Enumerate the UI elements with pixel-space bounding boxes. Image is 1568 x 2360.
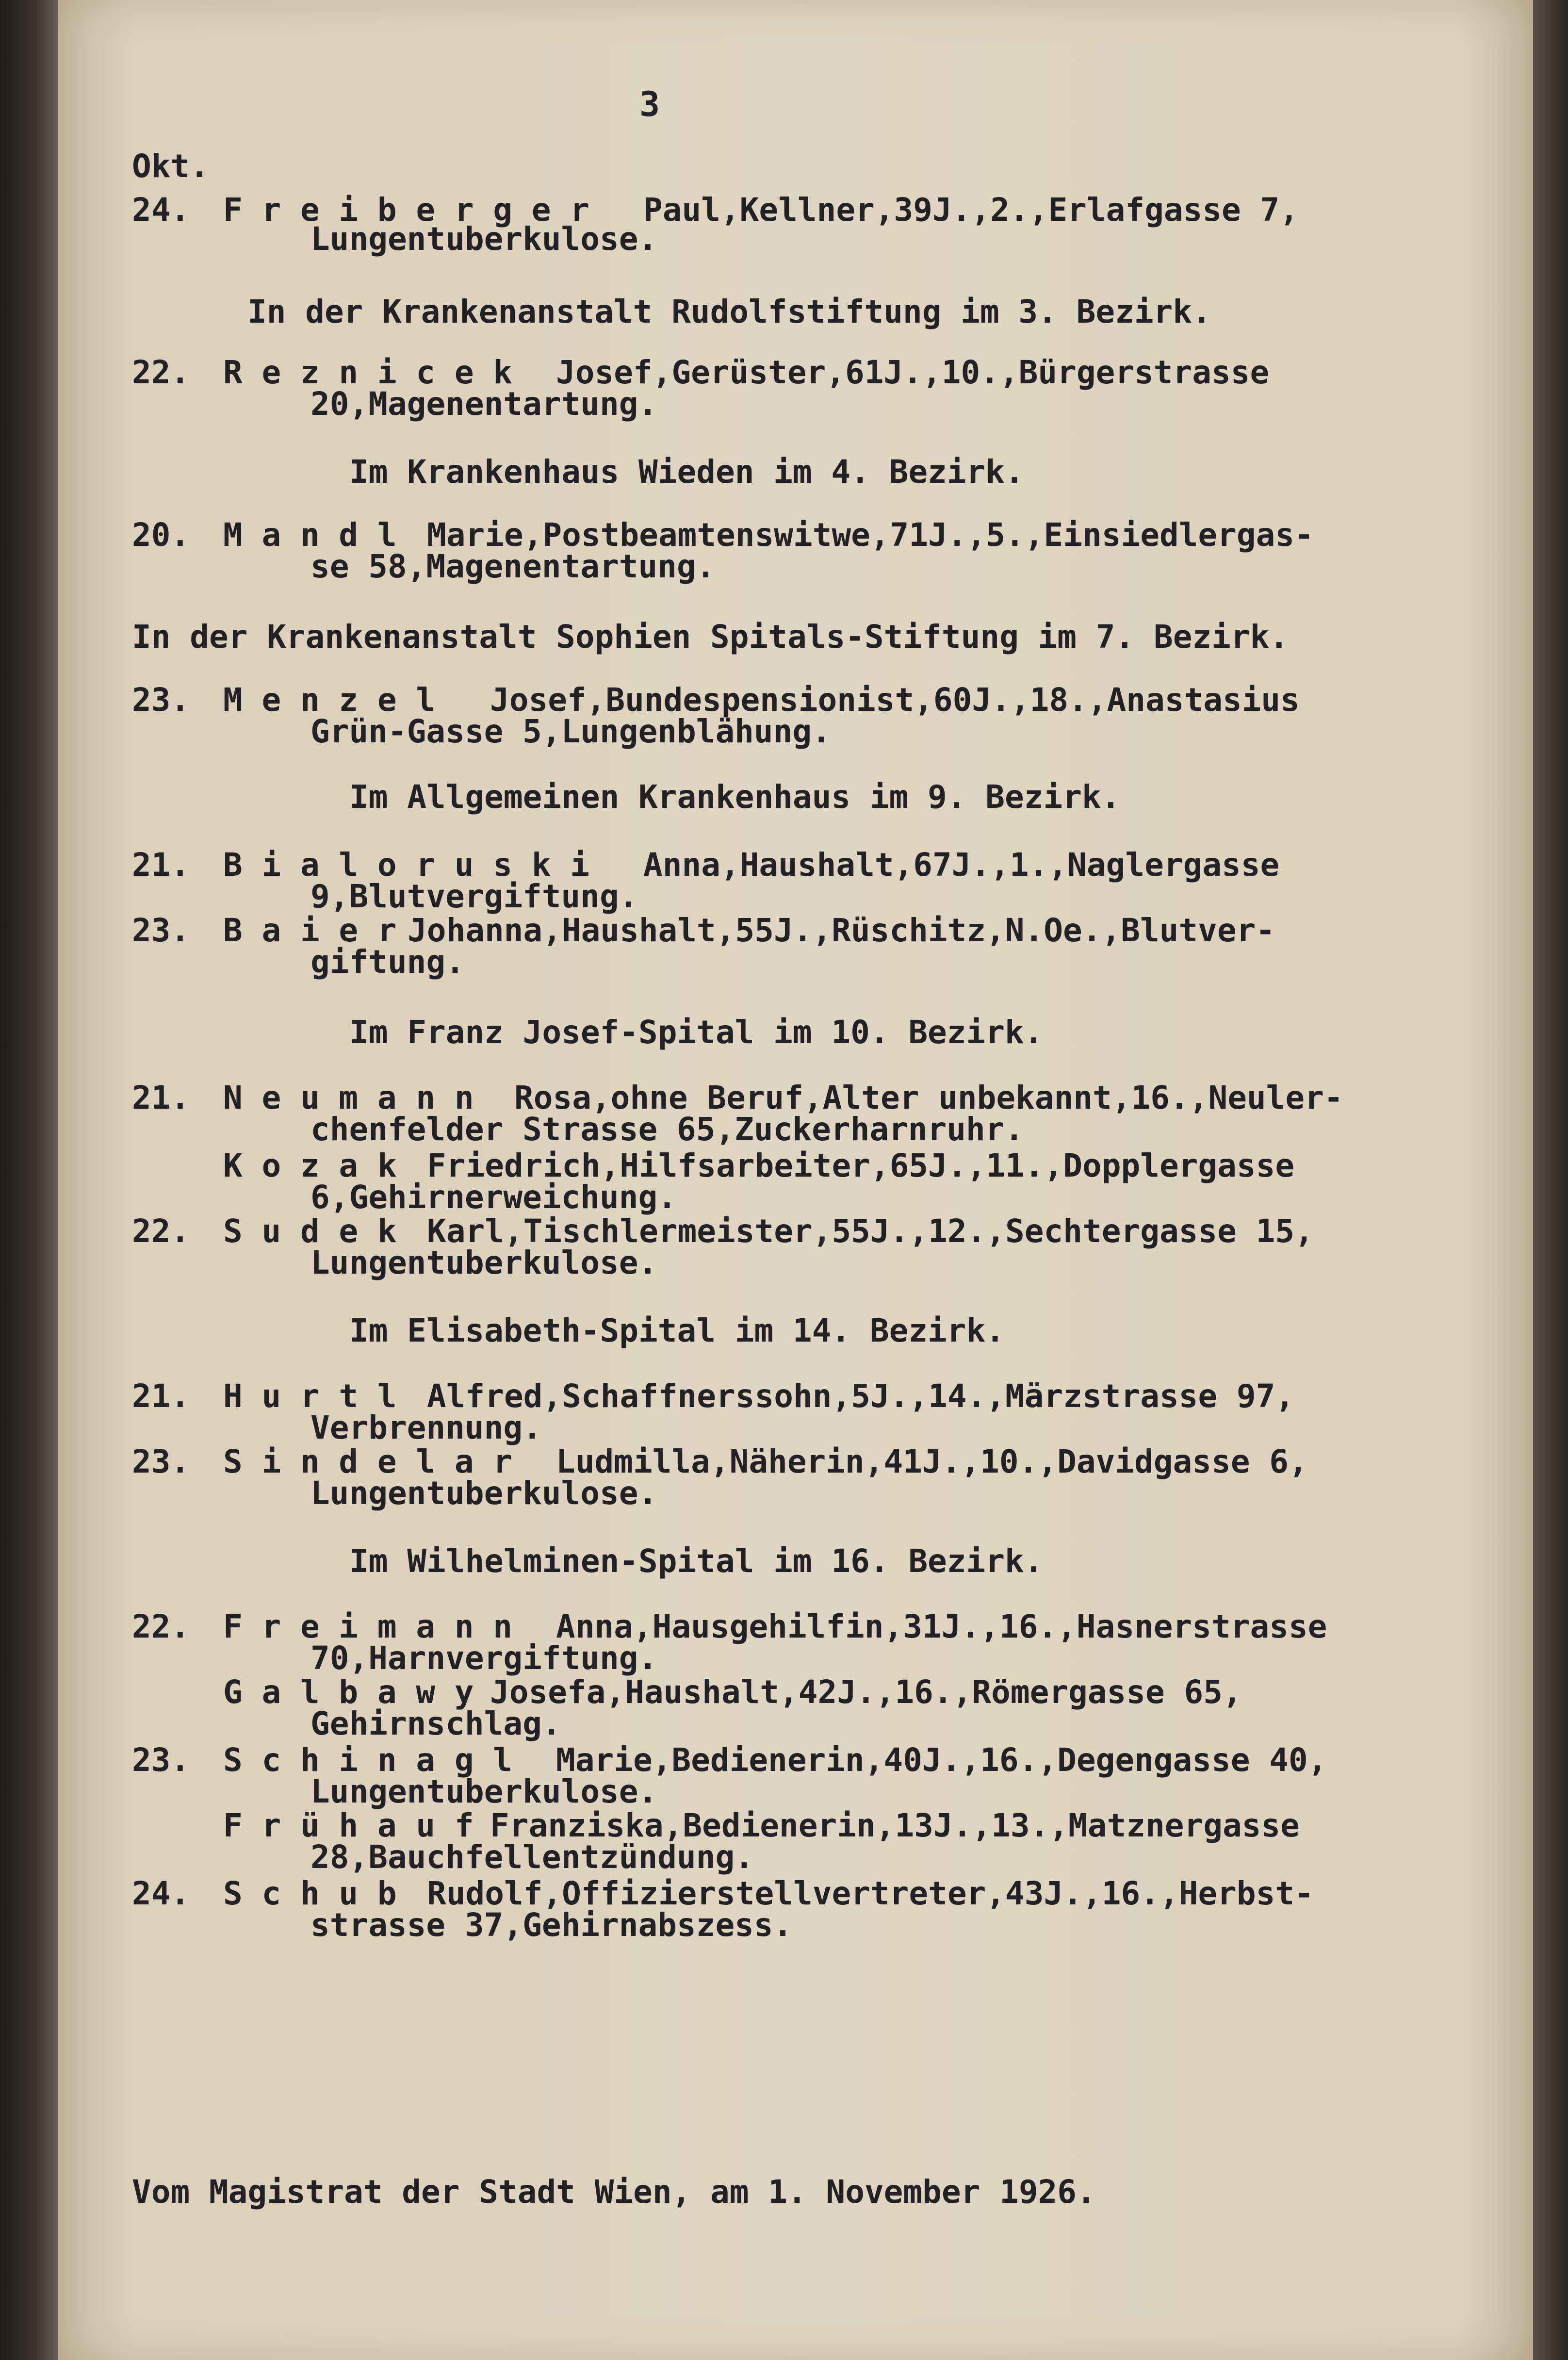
entry-continuation: 20,Magenentartung. — [310, 385, 658, 423]
page-number: 3 — [639, 84, 660, 124]
entry-details: Rudolf,Offizierstellvertreter,43J.,16.,Herbst- — [427, 1875, 1314, 1912]
entry-continuation: 6,Gehirnerweichung. — [310, 1179, 677, 1216]
entry-details: Josef,Bundespensionist,60J.,18.,Anastasius — [490, 681, 1300, 719]
section-heading: In der Krankenanstalt Sophien Spitals-Stiftung im 7. Bezirk. — [132, 618, 1289, 656]
entry-details: Friedrich,Hilfsarbeiter,65J.,11.,Dopplergasse — [427, 1147, 1295, 1184]
entry-details: Marie,Postbeamtenswitwe,71J.,5.,Einsiedlergas- — [427, 516, 1314, 554]
entry-surname: B a i e r — [223, 912, 397, 949]
entry-continuation: Lungentuberkulose. — [310, 1773, 658, 1810]
entry-day: 23. — [132, 1741, 190, 1779]
entry-day: 23. — [132, 1443, 190, 1480]
entry-surname: F r e i b e r g e r — [223, 191, 589, 229]
entry-details: Marie,Bedienerin,40J.,16.,Degengasse 40, — [556, 1741, 1327, 1779]
entry-surname: F r e i m a n n — [223, 1608, 513, 1645]
section-heading: Im Allgemeinen Krankenhaus im 9. Bezirk. — [349, 778, 1121, 816]
entry-details: Johanna,Haushalt,55J.,Rüschitz,N.Oe.,Blutver- — [408, 912, 1275, 949]
entry-surname: F r ü h a u f — [223, 1807, 474, 1844]
entry-day: 21. — [132, 846, 190, 884]
section-heading: Im Krankenhaus Wieden im 4. Bezirk. — [349, 453, 1024, 491]
entry-day: 22. — [132, 1608, 190, 1645]
signature-line: Vom Magistrat der Stadt Wien, am 1. November 1926. — [132, 2173, 1096, 2211]
entry-surname: N e u m a n n — [223, 1079, 474, 1116]
entry-continuation: se 58,Magenentartung. — [310, 548, 716, 585]
entry-day: 20. — [132, 516, 190, 554]
entry-surname: M a n d l — [223, 516, 397, 554]
entry-continuation: 70,Harnvergiftung. — [310, 1639, 658, 1677]
entry-continuation: Verbrennung. — [310, 1409, 542, 1446]
entry-details: Franziska,Bedienerin,13J.,13.,Matznergasse — [490, 1807, 1300, 1844]
entry-continuation: 9,Blutvergiftung. — [310, 878, 638, 915]
entry-details: Josef,Gerüster,61J.,10.,Bürgerstrasse — [556, 354, 1270, 391]
entry-continuation: chenfelder Strasse 65,Zuckerharnruhr. — [310, 1111, 1024, 1148]
entry-details: Rosa,ohne Beruf,Alter unbekannt,16.,Neuler- — [514, 1079, 1343, 1116]
month-label: Okt. — [132, 148, 209, 185]
entry-continuation: Lungentuberkulose. — [310, 1244, 658, 1281]
entry-day: 22. — [132, 354, 190, 391]
entry-details: Karl,Tischlermeister,55J.,12.,Sechtergasse 15, — [427, 1213, 1314, 1250]
entry-details: Ludmilla,Näherin,41J.,10.,Davidgasse 6, — [556, 1443, 1308, 1480]
entry-details: Paul,Kellner,39J.,2.,Erlafgasse 7, — [643, 191, 1299, 229]
section-heading: Im Wilhelminen-Spital im 16. Bezirk. — [349, 1542, 1044, 1580]
entry-day: 24. — [132, 1875, 190, 1912]
entry-continuation: Grün-Gasse 5,Lungenblähung. — [310, 713, 831, 750]
entry-details: Anna,Haushalt,67J.,1.,Naglergasse — [643, 846, 1280, 884]
entry-surname: G a l b a w y — [223, 1673, 474, 1711]
entry-details: Josefa,Haushalt,42J.,16.,Römergasse 65, — [490, 1673, 1242, 1711]
section-heading: Im Franz Josef-Spital im 10. Bezirk. — [349, 1014, 1044, 1051]
entry-surname: S i n d e l a r — [223, 1443, 513, 1480]
entry-details: Anna,Hausgehilfin,31J.,16.,Hasnerstrasse — [556, 1608, 1327, 1645]
entry-continuation: 28,Bauchfellentzündung. — [310, 1838, 754, 1876]
entry-day: 21. — [132, 1377, 190, 1415]
entry-day: 23. — [132, 681, 190, 719]
entry-continuation: Lungentuberkulose. — [310, 1475, 658, 1512]
entry-day: 22. — [132, 1213, 190, 1250]
entry-continuation: Gehirnschlag. — [310, 1705, 561, 1742]
section-heading: Im Elisabeth-Spital im 14. Bezirk. — [349, 1312, 1005, 1349]
entry-continuation: Lungentuberkulose. — [310, 220, 658, 258]
entry-day: 23. — [132, 912, 190, 949]
entry-surname: B i a l o r u s k i — [223, 846, 589, 884]
entry-surname: H u r t l — [223, 1377, 397, 1415]
entry-surname: S c h u b — [223, 1875, 397, 1912]
entry-day: 24. — [132, 191, 190, 229]
entry-details: Alfred,Schaffnerssohn,5J.,14.,Märzstrasse 97, — [427, 1377, 1295, 1415]
entry-surname: R e z n i c e k — [223, 354, 513, 391]
book-binding — [0, 0, 58, 2360]
entry-surname: S c h i n a g l — [223, 1741, 513, 1779]
entry-surname: M e n z e l — [223, 681, 436, 719]
section-heading: In der Krankenanstalt Rudolfstiftung im 3. Bezirk. — [247, 293, 1211, 330]
entry-surname: K o z a k — [223, 1147, 397, 1184]
entry-surname: S u d e k — [223, 1213, 397, 1250]
entry-continuation: strasse 37,Gehirnabszess. — [310, 1906, 793, 1944]
entry-day: 21. — [132, 1079, 190, 1116]
page-edge — [1533, 0, 1568, 2360]
entry-continuation: giftung. — [310, 943, 465, 981]
